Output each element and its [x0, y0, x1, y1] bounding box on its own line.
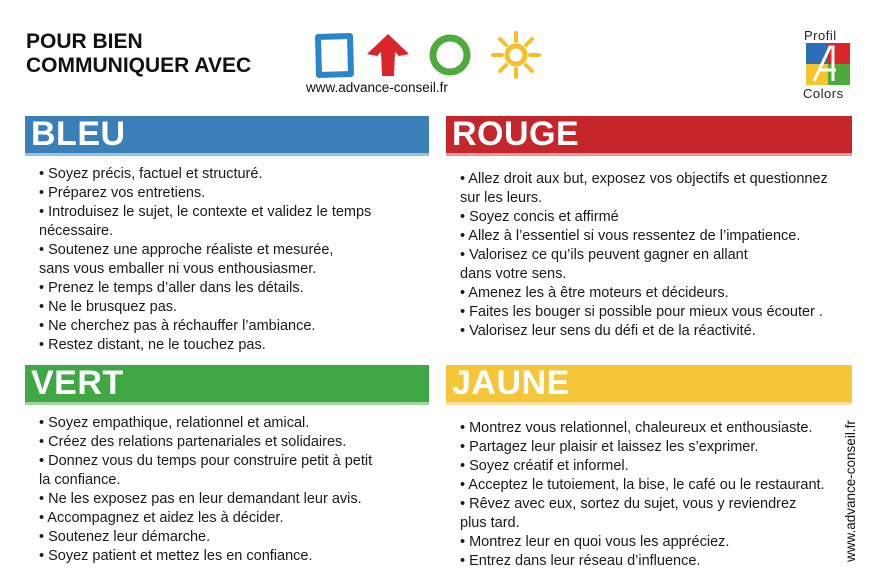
list-item: • Soyez concis et affirmé [460, 209, 619, 225]
list-item: • Ne le brusquez pas. [39, 299, 178, 315]
list-item: dans votre sens. [460, 266, 567, 282]
bleu-header-bar [25, 116, 429, 153]
list-item: sur les leurs. [460, 190, 543, 206]
list-item: • Allez à l’essentiel si vous ressentez de l’impatience. [460, 228, 801, 244]
jaune-header-bar [446, 365, 852, 402]
bleu-list [25, 165, 429, 355]
section-jaune [446, 365, 852, 571]
list-item: • Donnez vous du temps pour construire petit à petit [39, 453, 373, 469]
list-item: sans vous emballer ni vous enthousiasmer. [39, 261, 317, 277]
section-vert [25, 365, 429, 566]
bleu-underline [25, 153, 429, 156]
list-item: • Valorisez ce qu’ils peuvent gagner en allant [460, 247, 748, 263]
jaune-list [446, 419, 852, 571]
rouge-heading: ROUGE [452, 115, 580, 153]
brand-line-2: Colors [803, 86, 844, 101]
vert-header-bar [25, 365, 429, 402]
list-item: la confiance. [39, 472, 121, 488]
list-item: • Ne cherchez pas à réchauffer l’ambiance. [39, 318, 316, 334]
list-item: • Restez distant, ne le touchez pas. [39, 337, 266, 353]
list-item: • Prenez le temps d’aller dans les détails. [39, 280, 304, 296]
list-item: • Créez des relations partenariales et solidaires. [39, 434, 347, 450]
blue-square-icon [314, 32, 354, 78]
vert-underline [25, 402, 429, 405]
website-link[interactable]: www.advance-conseil.fr [306, 80, 448, 95]
brand-line-1: Profil [804, 28, 837, 43]
section-rouge [446, 116, 852, 341]
list-item: • Amenez les à être moteurs et décideurs. [460, 285, 729, 301]
list-item: • Allez droit aux but, exposez vos objectifs et questionnez [460, 171, 828, 187]
list-item: • Acceptez le tutoiement, la bise, le café ou le restaurant. [460, 477, 825, 493]
list-item: • Montrez vous relationnel, chaleureux et enthousiaste. [460, 420, 813, 436]
list-item: • Introduisez le sujet, le contexte et validez le temps [39, 204, 372, 220]
list-item: plus tard. [460, 515, 520, 531]
title-line-2: COMMUNIQUER AVEC [26, 54, 252, 77]
list-item: • Soyez patient et mettez les en confiance. [39, 548, 313, 564]
rouge-list [446, 170, 852, 341]
list-item: • Soyez empathique, relationnel et amical. [39, 415, 310, 431]
list-item: • Soyez précis, factuel et structuré. [39, 166, 263, 182]
list-item: • Entrez dans leur réseau d’influence. [460, 553, 701, 569]
jaune-underline [446, 402, 852, 405]
profil-colors-icon [806, 43, 850, 85]
red-arrow-icon [364, 32, 412, 78]
rouge-header-bar [446, 116, 852, 153]
color-logos [310, 30, 550, 80]
page-title [26, 30, 251, 78]
yellow-sun-icon [488, 30, 544, 80]
profil-colors-logo [802, 28, 854, 102]
list-item: • Soutenez leur démarche. [39, 529, 211, 545]
list-item: • Faites les bouger si possible pour mieux vous écouter . [460, 304, 823, 320]
list-item: nécessaire. [39, 223, 114, 239]
green-circle-icon [427, 32, 473, 78]
list-item: • Préparez vos entretiens. [39, 185, 206, 201]
vert-heading: VERT [31, 364, 124, 402]
section-bleu [25, 116, 429, 355]
list-item: • Ne les exposez pas en leur demandant leur avis. [39, 491, 362, 507]
list-item: • Accompagnez et aidez les à décider. [39, 510, 284, 526]
list-item: • Montrez leur en quoi vous les appréciez. [460, 534, 730, 550]
title-line-1: POUR BIEN [26, 30, 143, 53]
jaune-heading: JAUNE [452, 364, 570, 402]
website-vertical-text: www.advance-conseil.fr [843, 420, 858, 562]
list-item: • Soutenez une approche réaliste et mesurée, [39, 242, 334, 258]
rouge-underline [446, 153, 852, 156]
list-item: • Soyez créatif et informel. [460, 458, 629, 474]
list-item: • Partagez leur plaisir et laissez les s’exprimer. [460, 439, 759, 455]
vert-list [25, 414, 429, 566]
list-item: • Valorisez leur sens du défi et de la réactivité. [460, 323, 756, 339]
list-item: • Rêvez avec eux, sortez du sujet, vous y reviendrez [460, 496, 797, 512]
bleu-heading: BLEU [31, 115, 126, 153]
